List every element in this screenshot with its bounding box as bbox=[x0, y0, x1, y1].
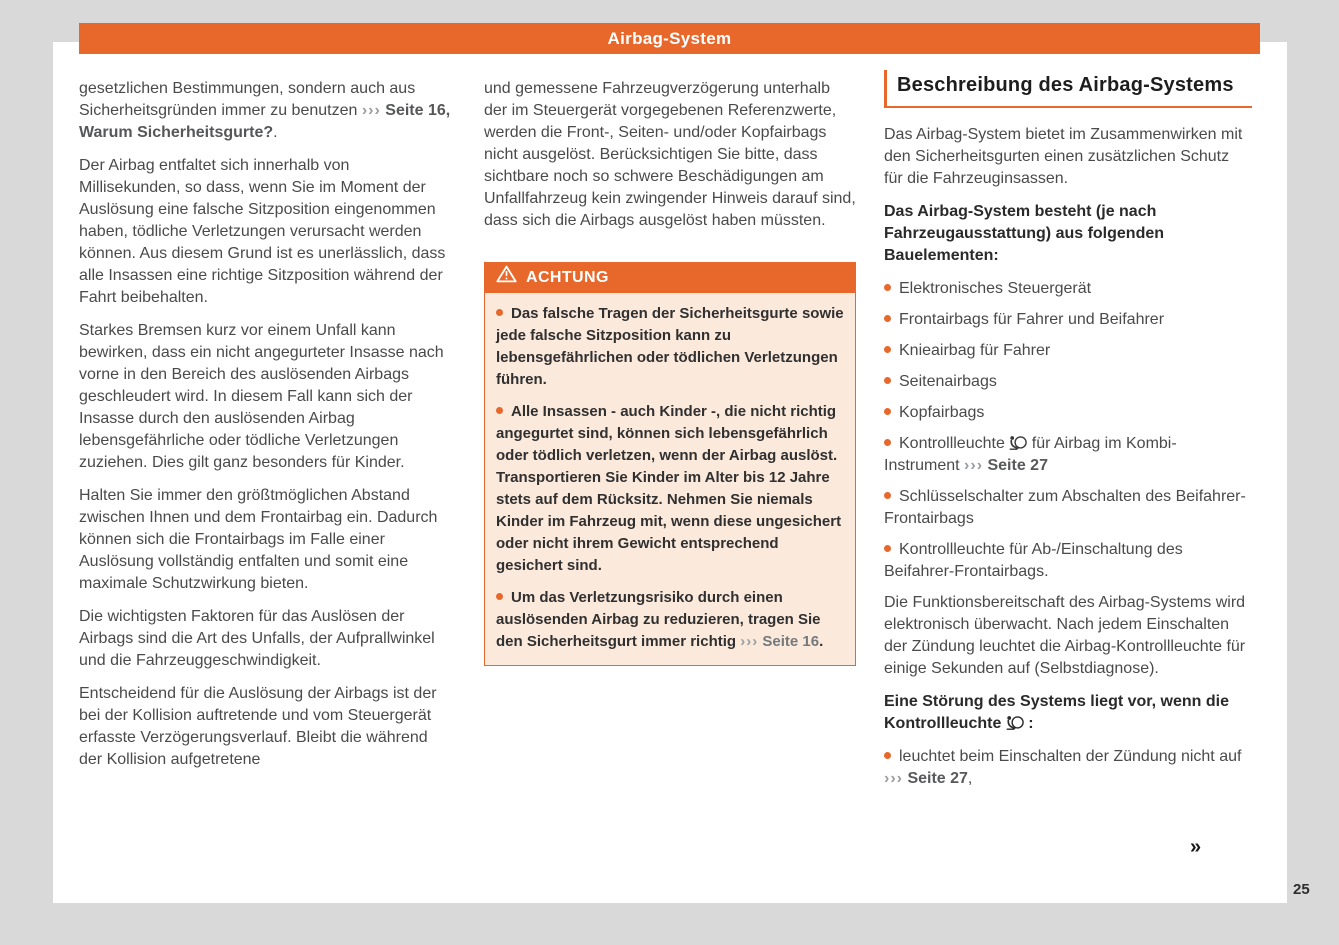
chapter-header-bar bbox=[79, 23, 1260, 54]
airbag-warning-light-icon bbox=[1009, 435, 1031, 452]
cross-reference-link: Seite 16 bbox=[762, 633, 820, 650]
list-item bbox=[884, 539, 1252, 583]
paragraph: Die Funktionsbereitschaft des Airbag-Systems wird elektronisch überwacht. Nach jedem Einschalten der Zündung leuchtet die Airbag-Kontrollleuchte für einige Sekunden auf (Selbstdiagnose). bbox=[884, 594, 1246, 677]
bullet-dot-icon bbox=[884, 315, 891, 322]
list-item bbox=[884, 402, 1252, 424]
bullet-dot-icon bbox=[884, 284, 891, 291]
list-item-text: Seitenairbags bbox=[899, 373, 997, 390]
subheading-text: Eine Störung des Systems liegt vor, wenn die Kontrollleuchte bbox=[884, 693, 1229, 732]
left-column bbox=[79, 78, 451, 782]
bullet-dot-icon bbox=[884, 492, 891, 499]
list-item-text: Kontrollleuchte für Ab-/Einschaltung des Beifahrer-Frontairbags. bbox=[884, 541, 1183, 580]
list-item bbox=[884, 278, 1252, 300]
warning-item bbox=[496, 587, 844, 653]
cross-reference-arrows: ››› bbox=[884, 770, 903, 787]
paragraph-text: gesetzlichen Bestimmungen, sondern auch aus Sicherheitsgründen immer zu benutzen bbox=[79, 80, 416, 119]
warning-item-text: Alle Insassen - auch Kinder -, die nicht richtig angegurtet sind, können sich lebensgefährlich oder tödlich verletzen, wenn der Airbag auslöst. Transportieren Sie Kinder im Alter bis 12 Jahre stets auf dem Rücksitz. Nehmen Sie niemals Kinder im Fahrzeug mit, wenn diese ungesichert oder nicht ihrem Gewicht entsprechend gesichert sind. bbox=[496, 403, 842, 574]
bullet-dot-icon bbox=[496, 593, 503, 600]
bullet-dot-icon bbox=[884, 377, 891, 384]
paragraph bbox=[79, 78, 451, 144]
subheading: Das Airbag-System besteht (je nach Fahrzeugausstattung) aus folgenden Bauelementen: bbox=[884, 203, 1165, 264]
bullet-dot-icon bbox=[496, 309, 503, 316]
warning-box-body bbox=[484, 293, 856, 666]
warning-box-title: ACHTUNG bbox=[526, 268, 609, 286]
subheading-text: : bbox=[1028, 715, 1034, 732]
list-item-text: Kontrollleuchte bbox=[899, 435, 1005, 452]
list-item bbox=[884, 486, 1252, 530]
cross-reference-arrows: ››› bbox=[740, 633, 759, 650]
component-bullet-list bbox=[884, 278, 1252, 583]
warning-box bbox=[484, 262, 856, 666]
bullet-dot-icon bbox=[884, 408, 891, 415]
cross-reference-arrows: ››› bbox=[964, 457, 984, 474]
subheading bbox=[884, 691, 1252, 735]
bullet-dot-icon bbox=[884, 346, 891, 353]
paragraph: Halten Sie immer den größtmöglichen Abstand zwischen Ihnen und dem Frontairbag ein. Dadurch können sich die Frontairbags im Falle einer Auslösung vollständig entfalten und somit eine maximale Schutzwirkung bieten. bbox=[79, 487, 438, 592]
warning-item-text: Um das Verletzungsrisiko durch einen auslösenden Airbag zu reduzieren, tragen Sie den Sicherheitsgurt immer richtig bbox=[496, 589, 821, 650]
list-item bbox=[884, 746, 1252, 790]
warning-item bbox=[496, 401, 844, 577]
list-item bbox=[884, 433, 1252, 477]
list-item-text: für Airbag im Kombi-Instrument bbox=[884, 435, 1177, 474]
bullet-dot-icon bbox=[884, 752, 891, 759]
list-item-text: Frontairbags für Fahrer und Beifahrer bbox=[899, 311, 1165, 328]
list-item-text: Schlüsselschalter zum Abschalten des Beifahrer-Frontairbags bbox=[884, 488, 1246, 527]
list-item-text: , bbox=[967, 770, 973, 787]
right-column bbox=[884, 70, 1252, 799]
paragraph: und gemessene Fahrzeugverzögerung unterhalb der im Steuergerät vorgegebenen Referenzwerte, werden die Front-, Seiten- und/oder Kopfairbags nicht ausgelöst. Berücksichtigen Sie bitte, dass sichtbare noch so schwere Beschädigungen am Unfallfahrzeug kein zwingender Hinweis darauf sind, dass sich die Airbags ausgelöst haben müssten. bbox=[484, 80, 856, 229]
list-item bbox=[884, 340, 1252, 362]
cross-reference-link: Seite 27 bbox=[907, 770, 968, 787]
cross-reference-link: Seite 27 bbox=[987, 457, 1048, 474]
paragraph: Das Airbag-System bietet im Zusammenwirken mit den Sicherheitsgurten einen zusätzlichen Schutz für die Fahrzeuginsassen. bbox=[884, 126, 1243, 187]
list-item bbox=[884, 371, 1252, 393]
section-heading: Beschreibung des Airbag-Systems bbox=[884, 70, 1252, 108]
warning-item bbox=[496, 303, 844, 391]
warning-triangle-icon bbox=[496, 265, 517, 290]
list-item bbox=[884, 309, 1252, 331]
paragraph: Entscheidend für die Auslösung der Airbags ist der bei der Kollision auftretende und vom Steuergerät erfasste Verzögerungsverlauf. Bleibt die während der Kollision aufgetretene bbox=[79, 685, 437, 768]
bullet-dot-icon bbox=[884, 545, 891, 552]
bullet-dot-icon bbox=[496, 407, 503, 414]
list-item-text: Knieairbag für Fahrer bbox=[899, 342, 1051, 359]
list-item-text: Elektronisches Steuergerät bbox=[899, 280, 1092, 297]
chapter-title: Airbag-System bbox=[607, 28, 732, 48]
warning-item-text: Das falsche Tragen der Sicherheitsgurte sowie jede falsche Sitzposition kann zu lebensgefährlichen oder tödlichen Verletzungen führen. bbox=[496, 305, 844, 388]
cross-reference-link: Seite 16, Warum Sicherheitsgurte? bbox=[79, 102, 451, 141]
cross-reference-arrows: ››› bbox=[361, 102, 381, 119]
bullet-dot-icon bbox=[884, 439, 891, 446]
middle-column bbox=[484, 78, 856, 666]
continuation-marker: » bbox=[1190, 836, 1202, 858]
airbag-warning-light-icon bbox=[1006, 715, 1028, 732]
list-item-text: Kopfairbags bbox=[899, 404, 985, 421]
warning-box-header bbox=[484, 262, 856, 293]
paragraph: Starkes Bremsen kurz vor einem Unfall kann bewirken, dass ein nicht angegurteter Insasse nach vorne in den Bereich des auslösenden Airbags geschleudert wird. In diesem Fall kann sich der Insasse durch den auslösenden Airbag lebensgefährliche oder tödliche Verletzungen zuziehen. Dies gilt ganz besonders für Kinder. bbox=[79, 322, 444, 471]
page-number: 25 bbox=[1293, 881, 1310, 898]
paragraph: Die wichtigsten Faktoren für das Auslösen der Airbags sind die Art des Unfalls, der Aufprallwinkel und die Fahrzeuggeschwindigkeit. bbox=[79, 608, 435, 669]
warning-item-text: . bbox=[819, 633, 824, 650]
list-item-text: leuchtet beim Einschalten der Zündung nicht auf bbox=[899, 748, 1242, 765]
paragraph-text: . bbox=[273, 124, 278, 141]
paragraph: Der Airbag entfaltet sich innerhalb von Millisekunden, so dass, wenn Sie im Moment der Auslösung eine falsche Sitzposition eingenommen haben, tödliche Verletzungen verursacht werden können. Aus diesem Grund ist es unerlässlich, dass alle Insassen eine richtige Sitzposition während der Fahrt beibehalten. bbox=[79, 157, 446, 306]
